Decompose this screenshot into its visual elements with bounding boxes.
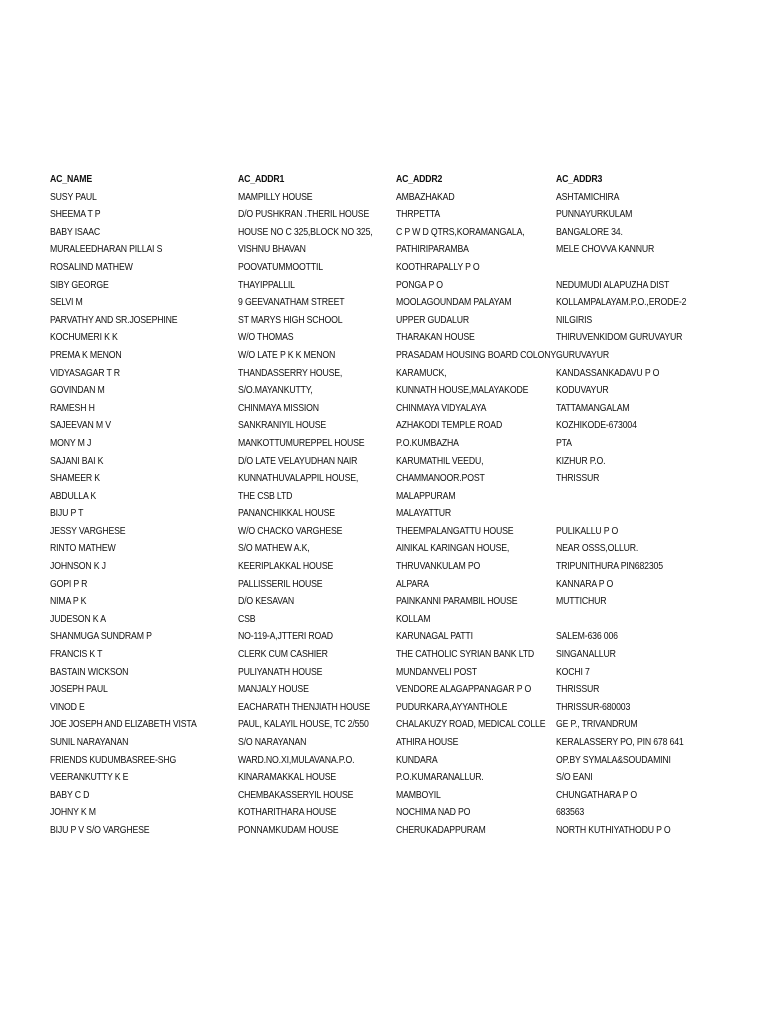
- ac-addr3-cell: KERALASSERY PO, PIN 678 641: [556, 737, 684, 748]
- table-row: [50, 453, 740, 471]
- ac-addr1-cell: WARD.NO.XI,MULAVANA.P.O.: [238, 754, 355, 766]
- ac-addr3-cell: [556, 488, 740, 506]
- ac-name-cell: FRANCIS K T: [50, 649, 103, 661]
- ac-addr2-cell: PAINKANNI PARAMBIL HOUSE: [396, 596, 518, 608]
- ac-addr2-cell: CHINMAYA VIDYALAYA: [396, 402, 487, 414]
- ac-name-cell: SUSY PAUL: [50, 191, 97, 203]
- table-row: [50, 716, 740, 734]
- table-row: [50, 224, 740, 242]
- ac-name-cell: MONY M J: [50, 437, 92, 449]
- ac-addr2-cell: CHALAKUZY ROAD, MEDICAL COLLE: [396, 719, 546, 731]
- ac-name-cell: JOE JOSEPH AND ELIZABETH VISTA: [50, 719, 197, 731]
- table-row: [50, 611, 740, 629]
- ac-name-cell: BABY C D: [50, 789, 90, 801]
- ac-addr1-cell: THANDASSERRY HOUSE,: [238, 367, 343, 379]
- ac-addr3-cell: TATTAMANGALAM: [556, 402, 630, 414]
- ac-addr1-cell: S/O.MAYANKUTTY,: [238, 385, 313, 397]
- ac-name-cell: JOHNSON K J: [50, 561, 106, 573]
- ac-addr2-cell: AINIKAL KARINGAN HOUSE,: [396, 543, 510, 555]
- ac-name-cell: SHANMUGA SUNDRAM P: [50, 631, 152, 643]
- table-row: [50, 558, 740, 576]
- table-row: [50, 699, 740, 717]
- ac-addr1-cell: KEERIPLAKKAL HOUSE: [238, 561, 334, 573]
- column-header-ac-name: AC_NAME: [50, 174, 92, 185]
- ac-addr3-cell: S/O EANI: [556, 772, 593, 784]
- ac-addr3-cell: THIRUVENKIDOM GURUVAYUR: [556, 332, 683, 344]
- ac-addr3-cell: MUTTICHUR: [556, 596, 607, 608]
- ac-addr3-cell: GURUVAYUR: [556, 349, 609, 361]
- ac-addr2-cell: PATHIRIPARAMBA: [396, 244, 469, 256]
- ac-addr1-cell: THAYIPPALLIL: [238, 279, 295, 291]
- table-row: [50, 435, 740, 453]
- ac-name-cell: BABY ISAAC: [50, 226, 101, 238]
- ac-name-cell: BIJU P V S/O VARGHESE: [50, 824, 150, 836]
- ac-addr2-cell: PRASADAM HOUSING BOARD COLONY: [396, 349, 556, 361]
- ac-name-cell: BIJU P T: [50, 508, 84, 520]
- table-row: [50, 294, 740, 312]
- ac-addr2-cell: MUNDANVELI POST: [396, 666, 477, 678]
- ac-addr2-cell: KOLLAM: [396, 613, 431, 625]
- ac-addr2-cell: VENDORE ALAGAPPANAGAR P O: [396, 684, 532, 696]
- ac-addr1-cell: MAMPILLY HOUSE: [238, 191, 313, 203]
- table-row: [50, 523, 740, 541]
- table-row: [50, 488, 740, 506]
- table-row: [50, 752, 740, 770]
- table-row: [50, 787, 740, 805]
- ac-name-cell: PARVATHY AND SR.JOSEPHINE: [50, 314, 178, 326]
- table-row: [50, 259, 740, 277]
- table-row: [50, 804, 740, 822]
- ac-addr3-cell: THRISSUR: [556, 684, 600, 696]
- table-row: [50, 400, 740, 418]
- ac-addr3-cell: KOZHIKODE-673004: [556, 420, 637, 432]
- column-header-ac-addr2: AC_ADDR2: [396, 174, 443, 185]
- ac-addr2-cell: KUNNATH HOUSE,MALAYAKODE: [396, 385, 529, 397]
- ac-addr2-cell: PONGA P O: [396, 279, 443, 291]
- ac-addr1-cell: W/O THOMAS: [238, 332, 294, 344]
- table-row: [50, 470, 740, 488]
- ac-addr3-cell: GE P., TRIVANDRUM: [556, 719, 638, 731]
- ac-addr3-cell: CHUNGATHARA P O: [556, 789, 638, 801]
- ac-addr1-cell: CHINMAYA MISSION: [238, 402, 319, 414]
- ac-addr1-cell: S/O NARAYANAN: [238, 737, 307, 748]
- ac-addr3-cell: KODUVAYUR: [556, 385, 609, 397]
- ac-addr3-cell: KIZHUR P.O.: [556, 455, 606, 467]
- ac-addr2-cell: PUDURKARA,AYYANTHOLE: [396, 701, 508, 713]
- table-row: [50, 769, 740, 787]
- ac-addr1-cell: KUNNATHUVALAPPIL HOUSE,: [238, 473, 359, 485]
- ac-name-cell: SAJANI BAI K: [50, 455, 104, 467]
- ac-name-cell: JOSEPH PAUL: [50, 684, 108, 696]
- ac-name-cell: VEERANKUTTY K E: [50, 772, 129, 784]
- ac-addr1-cell: KINARAMAKKAL HOUSE: [238, 772, 337, 784]
- ac-addr1-cell: D/O LATE VELAYUDHAN NAIR: [238, 455, 358, 467]
- ac-addr2-cell: THEEMPALANGATTU HOUSE: [396, 525, 514, 537]
- ac-addr1-cell: HOUSE NO C 325,BLOCK NO 325,: [238, 226, 373, 238]
- ac-addr1-cell: D/O KESAVAN: [238, 596, 295, 608]
- table-row: [50, 822, 740, 840]
- ac-addr1-cell: 9 GEEVANATHAM STREET: [238, 297, 345, 309]
- ac-name-cell: JOHNY K M: [50, 807, 96, 819]
- table-row: [50, 593, 740, 611]
- ac-addr2-cell: KUNDARA: [396, 754, 438, 766]
- table-row: [50, 734, 740, 752]
- ac-name-cell: SUNIL NARAYANAN: [50, 737, 129, 748]
- ac-name-cell: VINOD E: [50, 701, 85, 713]
- ac-addr3-cell: NEDUMUDI ALAPUZHA DIST: [556, 279, 670, 291]
- ac-addr1-cell: PULIYANATH HOUSE: [238, 666, 323, 678]
- ac-addr1-cell: CSB: [238, 613, 256, 625]
- ac-addr3-cell: KOLLAMPALAYAM.P.O.,ERODE-2: [556, 297, 687, 309]
- ac-addr3-cell: BANGALORE 34.: [556, 226, 623, 238]
- ac-name-cell: ROSALIND MATHEW: [50, 261, 133, 273]
- ac-addr3-cell: TRIPUNITHURA PIN682305: [556, 561, 663, 573]
- ac-addr1-cell: KOTHARITHARA HOUSE: [238, 807, 337, 819]
- ac-addr1-cell: VISHNU BHAVAN: [238, 244, 306, 256]
- ac-name-cell: ABDULLA K: [50, 490, 97, 502]
- table-row: [50, 382, 740, 400]
- ac-addr2-cell: KARAMUCK,: [396, 367, 447, 379]
- ac-addr3-cell: 683563: [556, 807, 585, 819]
- ac-name-cell: MURALEEDHARAN PILLAI S: [50, 244, 163, 256]
- ac-addr1-cell: THE CSB LTD: [238, 490, 293, 502]
- ac-name-cell: PREMA K MENON: [50, 349, 122, 361]
- ac-name-cell: RINTO MATHEW: [50, 543, 116, 555]
- ac-addr3-cell: THRISSUR: [556, 473, 600, 485]
- ac-addr2-cell: P.O.KUMBAZHA: [396, 437, 459, 449]
- table-row: [50, 312, 740, 330]
- ac-addr2-cell: KOOTHRAPALLY P O: [396, 261, 480, 273]
- ac-addr3-cell: OP.BY SYMALA&SOUDAMINI: [556, 754, 671, 766]
- ac-addr2-cell: THARAKAN HOUSE: [396, 332, 475, 344]
- ac-addr3-cell: KOCHI 7: [556, 666, 590, 678]
- ac-addr2-cell: MOOLAGOUNDAM PALAYAM: [396, 297, 512, 309]
- ac-addr1-cell: NO-119-A,JTTERI ROAD: [238, 631, 333, 643]
- ac-addr2-cell: KARUMATHIL VEEDU,: [396, 455, 484, 467]
- ac-addr2-cell: MAMBOYIL: [396, 789, 441, 801]
- table-row: [50, 189, 740, 207]
- ac-name-cell: GOPI P R: [50, 578, 88, 590]
- ac-addr2-cell: UPPER GUDALUR: [396, 314, 470, 326]
- column-header-ac-addr3: AC_ADDR3: [556, 174, 603, 185]
- ac-addr3-cell: PTA: [556, 437, 572, 449]
- table-row: [50, 417, 740, 435]
- ac-name-cell: SAJEEVAN M V: [50, 420, 111, 432]
- ac-addr1-cell: CHEMBAKASSERYIL HOUSE: [238, 789, 354, 801]
- ac-addr1-cell: D/O PUSHKRAN .THERIL HOUSE: [238, 209, 370, 221]
- ac-addr3-cell: NEAR OSSS,OLLUR.: [556, 543, 639, 555]
- ac-addr3-cell: KANDASSANKADAVU P O: [556, 367, 660, 379]
- ac-name-cell: NIMA P K: [50, 596, 87, 608]
- ac-name-cell: RAMESH H: [50, 402, 95, 414]
- ac-name-cell: BASTAIN WICKSON: [50, 666, 129, 678]
- ac-addr3-cell: SINGANALLUR: [556, 649, 616, 661]
- ac-addr2-cell: THE CATHOLIC SYRIAN BANK LTD: [396, 649, 535, 661]
- ac-addr2-cell: CHERUKADAPPURAM: [396, 824, 486, 836]
- ac-addr1-cell: POOVATUMMOOTTIL: [238, 261, 323, 273]
- ac-addr1-cell: MANJALY HOUSE: [238, 684, 309, 696]
- ac-addr2-cell: ALPARA: [396, 578, 429, 590]
- ac-addr2-cell: P.O.KUMARANALLUR.: [396, 772, 484, 784]
- ac-name-cell: GOVINDAN M: [50, 385, 105, 397]
- column-header-ac-addr1: AC_ADDR1: [238, 174, 285, 185]
- ac-addr1-cell: CLERK CUM CASHIER: [238, 649, 328, 661]
- ac-addr1-cell: PAUL, KALAYIL HOUSE, TC 2/550: [238, 719, 369, 731]
- table-row: [50, 576, 740, 594]
- ac-addr2-cell: CHAMMANOOR.POST: [396, 473, 485, 485]
- ac-addr1-cell: W/O CHACKO VARGHESE: [238, 525, 343, 537]
- ac-addr2-cell: KARUNAGAL PATTI: [396, 631, 473, 643]
- table-row: [50, 628, 740, 646]
- ac-addr2-cell: C P W D QTRS,KORAMANGALA,: [396, 226, 525, 238]
- table-row: [50, 505, 740, 523]
- ac-addr1-cell: MANKOTTUMUREPPEL HOUSE: [238, 437, 365, 449]
- ac-name-cell: FRIENDS KUDUMBASREE-SHG: [50, 754, 177, 766]
- address-table: [50, 171, 740, 840]
- header-row: [50, 171, 740, 189]
- ac-addr3-cell: SALEM-636 006: [556, 631, 618, 643]
- table-body: [50, 189, 740, 840]
- ac-addr1-cell: PONNAMKUDAM HOUSE: [238, 824, 339, 836]
- ac-addr3-cell: [556, 259, 740, 277]
- ac-addr1-cell: SANKRANIYIL HOUSE: [238, 420, 327, 432]
- ac-addr2-cell: NOCHIMA NAD PO: [396, 807, 471, 819]
- ac-addr2-cell: ATHIRA HOUSE: [396, 737, 459, 748]
- ac-addr1-cell: PALLISSERIL HOUSE: [238, 578, 323, 590]
- ac-addr3-cell: KANNARA P O: [556, 578, 614, 590]
- ac-name-cell: KOCHUMERI K K: [50, 332, 118, 344]
- ac-addr1-cell: EACHARATH THENJIATH HOUSE: [238, 701, 371, 713]
- ac-addr2-cell: THRUVANKULAM PO: [396, 561, 481, 573]
- ac-name-cell: SHEEMA T P: [50, 209, 101, 221]
- ac-name-cell: JUDESON K A: [50, 613, 106, 625]
- table-row: [50, 329, 740, 347]
- ac-addr3-cell: THRISSUR-680003: [556, 701, 631, 713]
- ac-name-cell: SHAMEER K: [50, 473, 100, 485]
- ac-addr3-cell: ASHTAMICHIRA: [556, 191, 620, 203]
- ac-addr3-cell: NORTH KUTHIYATHODU P O: [556, 824, 671, 836]
- table-row: [50, 347, 740, 365]
- ac-addr2-cell: AZHAKODI TEMPLE ROAD: [396, 420, 503, 432]
- ac-addr3-cell: NILGIRIS: [556, 314, 593, 326]
- table-row: [50, 277, 740, 295]
- ac-addr2-cell: MALAYATTUR: [396, 508, 452, 520]
- table-row: [50, 241, 740, 259]
- table-row: [50, 646, 740, 664]
- ac-addr3-cell: PUNNAYURKULAM: [556, 209, 633, 221]
- table-row: [50, 540, 740, 558]
- ac-name-cell: VIDYASAGAR T R: [50, 367, 120, 379]
- ac-addr3-cell: PULIKALLU P O: [556, 525, 619, 537]
- ac-addr3-cell: MELE CHOVVA KANNUR: [556, 244, 655, 256]
- table-row: [50, 664, 740, 682]
- ac-name-cell: SIBY GEORGE: [50, 279, 109, 291]
- ac-name-cell: JESSY VARGHESE: [50, 525, 126, 537]
- ac-addr1-cell: PANANCHIKKAL HOUSE: [238, 508, 335, 520]
- ac-addr1-cell: S/O MATHEW A.K,: [238, 543, 310, 555]
- ac-addr1-cell: W/O LATE P K K MENON: [238, 349, 336, 361]
- ac-addr2-cell: MALAPPURAM: [396, 490, 456, 502]
- table-row: [50, 681, 740, 699]
- ac-addr3-cell: [556, 505, 740, 523]
- table-row: [50, 365, 740, 383]
- ac-addr3-cell: [556, 611, 740, 629]
- ac-name-cell: SELVI M: [50, 297, 83, 309]
- table-row: [50, 206, 740, 224]
- ac-addr2-cell: THRPETTA: [396, 209, 441, 221]
- ac-addr1-cell: ST MARYS HIGH SCHOOL: [238, 314, 343, 326]
- ac-addr2-cell: AMBAZHAKAD: [396, 191, 455, 203]
